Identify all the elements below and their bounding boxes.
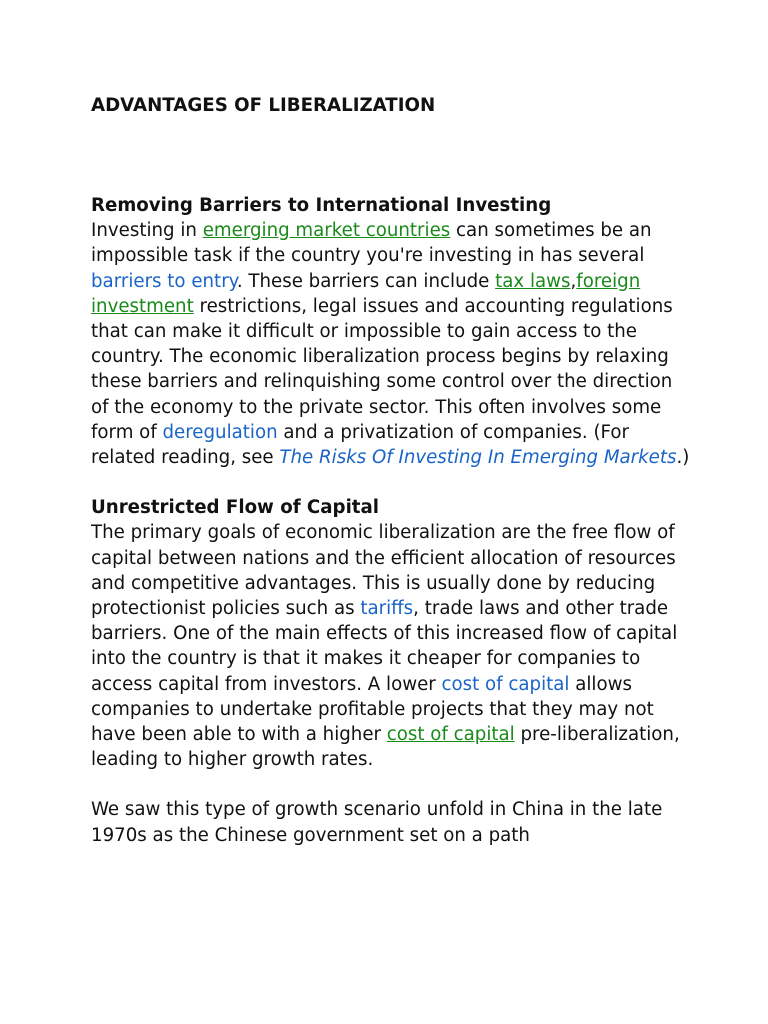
link-cost-of-capital[interactable]: cost of capital: [441, 673, 570, 695]
text-segment: The primary goals of economic liberalization are the free flow of capital between nations and the efficient allocation of resources and competitive advantages. This is usually done by reducing protectionist policies such as: [91, 522, 676, 620]
text-segment: and a privatization of companies. (For related reading, see: [91, 421, 629, 469]
link-deregulation[interactable]: deregulation: [162, 421, 278, 443]
section-heading-barriers: Removing Barriers to International Investing: [91, 195, 552, 216]
text-segment: allows companies to undertake profitable projects that they may not have been able to with a higher: [91, 673, 654, 746]
text-segment: ,: [570, 270, 577, 292]
link-foreign-investment[interactable]: foreign investment: [91, 270, 641, 317]
link-tariffs[interactable]: tariffs: [360, 598, 414, 620]
link-cost-of-capital-2[interactable]: cost of capital: [386, 724, 515, 746]
section-heading-capital-flow: Unrestricted Flow of Capital: [91, 497, 380, 519]
text-segment: .): [676, 447, 690, 469]
text-segment: Investing in: [91, 220, 203, 242]
paragraph-capital-flow: [91, 520, 691, 772]
link-tax-laws[interactable]: tax laws: [495, 270, 571, 292]
link-risks-of-investing[interactable]: The Risks Of Investing In Emerging Markets: [279, 447, 677, 469]
text-segment: can sometimes be an impossible task if the country you're investing in has several: [91, 220, 652, 267]
document-title: ADVANTAGES OF LIBERALIZATION: [91, 95, 436, 116]
text-segment: . These barriers can include: [236, 270, 496, 292]
paragraph-barriers: [91, 218, 691, 470]
text-segment: restrictions, legal issues and accounting regulations that can make it difficult or impossible to gain access to the country. The economic liberalization process begins by relaxing these barriers and relinquishing some control over the direction of the economy to the private sector. This often involves some form of: [91, 295, 673, 443]
text-segment: pre-liberalization, leading to higher growth rates.: [91, 724, 680, 771]
paragraph-china: We saw this type of growth scenario unfold in China in the late 1970s as the Chinese government set on a path: [91, 799, 663, 846]
text-segment: , trade laws and other trade barriers. One of the main effects of this increased flow of capital into the country is that it makes it cheaper for companies to access capital from investors. A lower: [91, 598, 678, 695]
document-page: [91, 93, 691, 873]
link-barriers-to-entry[interactable]: barriers to entry: [91, 270, 237, 292]
link-emerging-market-countries[interactable]: emerging market countries: [202, 220, 451, 242]
